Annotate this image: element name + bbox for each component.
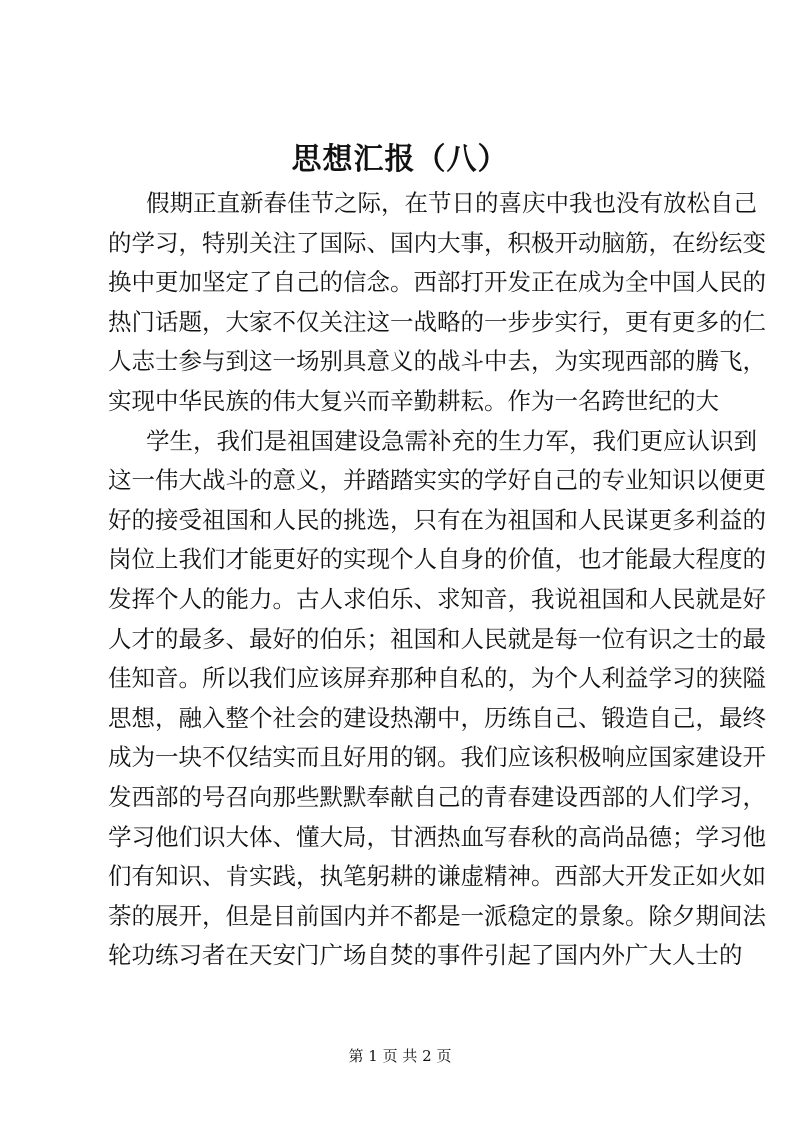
- body-line: 学习他们识大体、懂大局，甘洒热血写春秋的高尚品德；学习他: [108, 822, 766, 851]
- body-line: 这一伟大战斗的意义，并踏踏实实的学好自己的专业知识以便更: [108, 466, 766, 495]
- body-line: 换中更加坚定了自己的信念。西部打开发正在成为全中国人民的: [108, 268, 766, 297]
- page-number-footer: 第 1 页 共 2 页: [348, 1047, 452, 1065]
- body-line: 思想，融入整个社会的建设热潮中，历练自己、锻造自己，最终: [108, 703, 766, 732]
- document-title: 思想汇报（八）: [291, 142, 509, 177]
- body-line: 轮功练习者在天安门广场自焚的事件引起了国内外广大人士的: [108, 941, 743, 970]
- body-line: 人志士参与到这一场别具意义的战斗中去，为实现西部的腾飞，: [108, 347, 766, 376]
- body-line: 实现中华民族的伟大复兴而辛勤耕耘。作为一名跨世纪的大: [108, 386, 719, 415]
- body-line: 成为一块不仅结实而且好用的钢。我们应该积极响应国家建设开: [108, 743, 766, 772]
- body-line: 发西部的号召向那些默默奉献自己的青春建设西部的人们学习，: [108, 782, 766, 811]
- body-line: 的学习，特别关注了国际、国内大事，积极开动脑筋，在纷纭变: [108, 228, 766, 257]
- body-line: 假期正直新春佳节之际，在节日的喜庆中我也没有放松自己: [146, 189, 757, 217]
- body-line: 岗位上我们才能更好的实现个人自身的价值，也才能最大程度的: [108, 545, 766, 574]
- body-line: 学生，我们是祖国建设急需补充的生力军，我们更应认识到: [146, 426, 757, 455]
- body-line: 人才的最多、最好的伯乐；祖国和人民就是每一位有识之士的最: [108, 624, 766, 653]
- body-line: 发挥个人的能力。古人求伯乐、求知音，我说祖国和人民就是好: [108, 584, 766, 613]
- body-line: 热门话题，大家不仅关注这一战略的一步步实行，更有更多的仁: [108, 307, 766, 336]
- body-line: 好的接受祖国和人民的挑选，只有在为祖国和人民谋更多利益的: [108, 505, 766, 534]
- document-body: [108, 184, 766, 976]
- body-line: 荼的展开，但是目前国内并不都是一派稳定的景象。除夕期间法: [108, 901, 766, 930]
- body-line: 们有知识、肯实践，执笔躬耕的谦虚精神。西部大开发正如火如: [108, 862, 766, 891]
- body-line: 佳知音。所以我们应该屏弃那种自私的，为个人利益学习的狭隘: [108, 664, 766, 693]
